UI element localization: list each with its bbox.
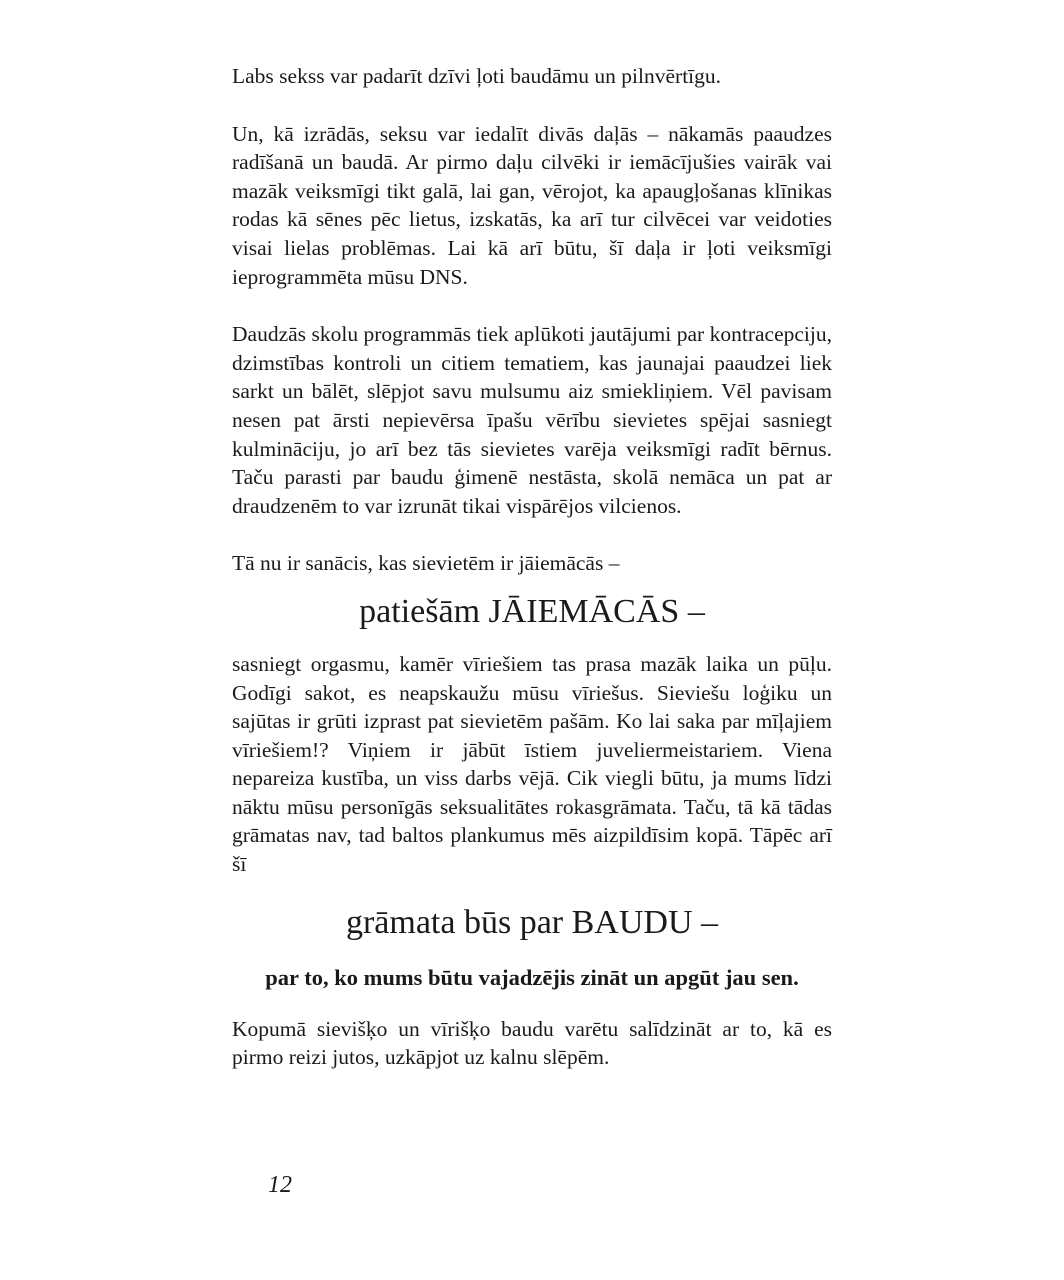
paragraph-1: Labs sekss var padarīt dzīvi ļoti baudāmu un pilnvērtīgu. — [232, 64, 722, 88]
paragraph-3: Daudzās skolu programmās tiek aplūkoti jautājumi par kontracepciju, dzimstības kontroli un citiem tematiem, kas jaunajai paaudzei liek sarkt un bālēt, slēpjot savu mulsumu aiz smiekliņiem. Vēl pavisam nesen pat ārsti nepievērsa īpašu vērību sievietes spējai sasniegt kulmināciju, jo arī bez tās sievietes varēja veiksmīgi radīt bērnus. Taču parasti par baudu ģimenē nestāsta, skolā nemāca un pat ar draudzenēm to var izrunāt tikai vispārējos vilcienos. — [232, 322, 832, 518]
page-body — [232, 62, 832, 1072]
paragraph-6: Kopumā sievišķo un vīrišķo baudu varētu salīdzināt ar to, kā es pirmo reizi jutos, uzkāpjot uz kalnu slēpēm. — [232, 1016, 832, 1070]
bold-statement: par to, ko mums būtu vajadzējis zināt un apgūt jau sen. — [265, 964, 799, 990]
highlight-heading-2: grāmata būs par BAUDU – — [345, 903, 719, 941]
page-number: 12 — [268, 1172, 292, 1198]
paragraph-4: Tā nu ir sanācis, kas sievietēm ir jāiemācās – — [232, 551, 620, 576]
paragraph-2: Un, kā izrādās, seksu var iedalīt divās daļās – nākamās paaudzes radīšanā un baudā. Ar pirmo daļu cilvēki ir iemācījušies vairāk vai mazāk veiksmīgi tikt galā, lai gan, vērojot, ka apaugļošanas klīnikas rodas kā sēnes pēc lietus, izskatās, ka arī tur cilvēcei var veidoties visai lielas problēmas. Lai kā arī būtu, šī daļa ir ļoti veiksmīgi ieprogrammēta mūsu DNS. — [232, 121, 832, 289]
highlight-heading-1: patiešām JĀIEMĀCĀS – — [359, 592, 705, 630]
paragraph-5: sasniegt orgasmu, kamēr vīriešiem tas prasa mazāk laika un pūļu. Godīgi sakot, es neapskaužu mūsu vīriešus. Sieviešu loģiku un sajūtas ir grūti izprast pat sievietēm pašām. Ko lai saka par mīļajiem vīriešiem!? Viņiem ir jābūt īstiem juveliermeistariem. Viena nepareiza kustība, un viss darbs vējā. Cik viegli būtu, ja mums līdzi nāktu mūsu personīgās seksualitātes rokasgrāmata. Taču, tā kā tādas grāmatas nav, tad baltos plankumus mēs aizpildīsim kopā. Tāpēc arī šī — [232, 651, 832, 877]
